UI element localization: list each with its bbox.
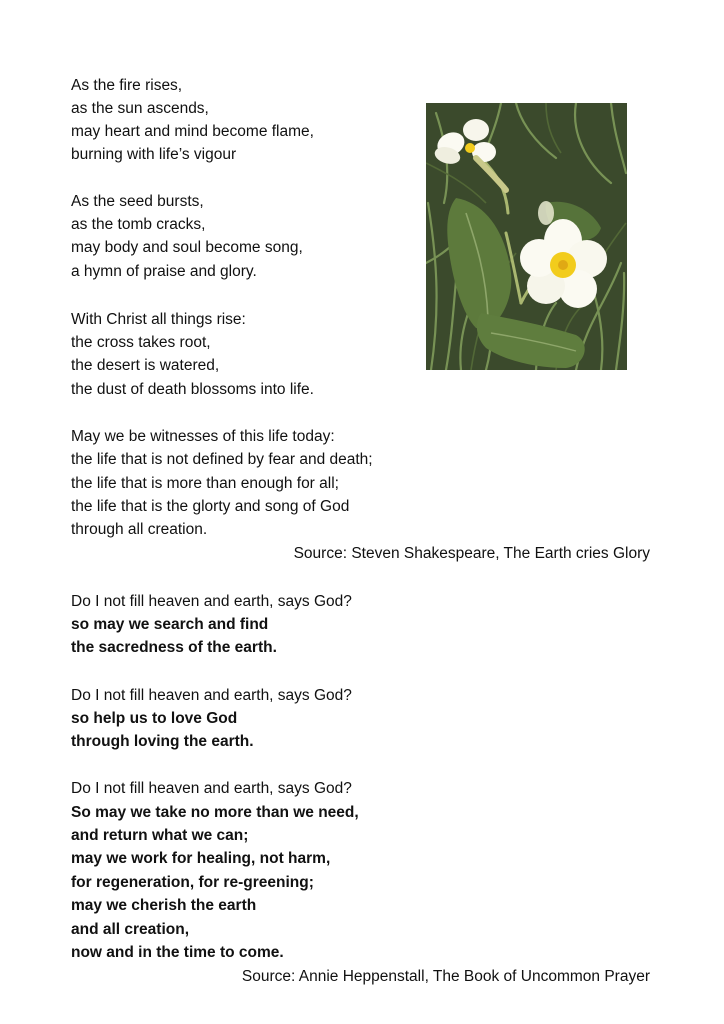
primrose-photo — [426, 103, 627, 370]
poem2-response-line: So may we take no more than we need, — [71, 804, 359, 821]
poem1-line: may heart and mind become flame, — [71, 123, 314, 140]
primrose-image — [426, 103, 627, 370]
poem1-line: the cross takes root, — [71, 334, 211, 351]
poem2-response-line: may we cherish the earth — [71, 897, 257, 914]
poem1-line: the life that is not defined by fear and death; — [71, 451, 373, 468]
poem1-line: burning with life’s vigour — [71, 146, 237, 163]
poem1-line: a hymn of praise and glory. — [71, 263, 257, 280]
poem1-line: as the tomb cracks, — [71, 216, 206, 233]
poem2-response-line: so help us to love God — [71, 710, 238, 727]
poem1-line: With Christ all things rise: — [71, 311, 246, 328]
poem2-call: Do I not fill heaven and earth, says God? — [71, 687, 352, 704]
poem1-line: as the sun ascends, — [71, 100, 209, 117]
poem1-line: through all creation. — [71, 521, 208, 538]
poem1-line: As the seed bursts, — [71, 193, 204, 210]
poem2-call: Do I not fill heaven and earth, says God? — [71, 780, 352, 797]
poem1-source: Source: Steven Shakespeare, The Earth cries Glory — [293, 545, 650, 562]
poem1-line: the life that is the glorty and song of God — [71, 498, 350, 515]
poem2-response-line: and all creation, — [71, 921, 190, 938]
poem2-response-line: so may we search and find — [71, 616, 269, 633]
poem2-response-line: may we work for healing, not harm, — [71, 850, 331, 867]
poem2-source: Source: Annie Heppenstall, The Book of Uncommon Prayer — [241, 968, 650, 985]
poem2-response-line: and return what we can; — [71, 827, 249, 844]
poem2-response-line: now and in the time to come. — [71, 944, 284, 961]
poem2-response-line: for regeneration, for re-greening; — [71, 874, 314, 891]
poem1-line: may body and soul become song, — [71, 239, 303, 256]
poem1-line: the life that is more than enough for all; — [71, 475, 339, 492]
poem1-line: May we be witnesses of this life today: — [71, 428, 335, 445]
poem1-line: the desert is watered, — [71, 357, 220, 374]
poem2-call: Do I not fill heaven and earth, says God? — [71, 593, 352, 610]
poem1-line: the dust of death blossoms into life. — [71, 381, 314, 398]
poem1-line: As the fire rises, — [71, 77, 183, 94]
poem2-response-line: the sacredness of the earth. — [71, 639, 277, 656]
poem2-response-line: through loving the earth. — [71, 733, 254, 750]
